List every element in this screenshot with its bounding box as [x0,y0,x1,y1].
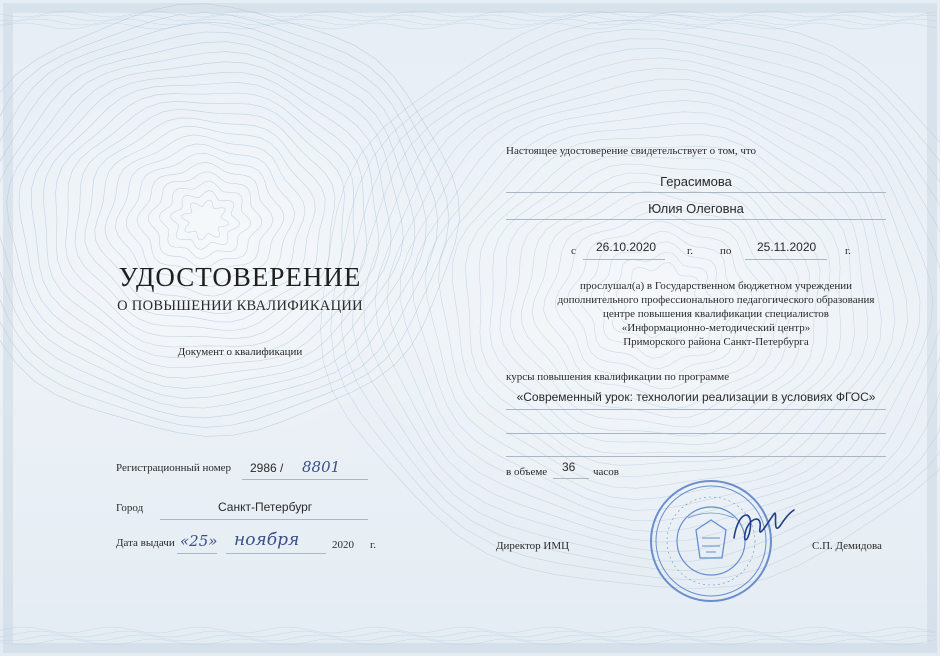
program-underline-1 [506,409,886,410]
registration-number-handwritten: 8801 [302,458,341,476]
program-title: «Современный урок: технологии реализации в условиях ФГОС» [516,390,876,404]
city-label: Город [116,502,144,514]
director-signature [728,500,798,550]
program-label: курсы повышения квалификации по программе [506,371,730,383]
date-to: 25.11.2020 [757,240,817,254]
director-name: С.П. Демидова [812,540,882,552]
institution-line-3: центре повышения квалификации специалистов [603,308,829,320]
certificate-title: УДОСТОВЕРЕНИЕ [118,262,362,292]
registration-number-value: 2986 / [250,461,284,475]
date-from-prefix: с [571,245,576,257]
issue-date-year: 2020 [332,539,354,551]
date-month-underline [226,553,326,554]
institution-line-1: прослушал(а) в Государственном бюджетном учреждении [579,280,853,292]
issue-date-day: «25» [180,532,218,550]
date-from: 26.10.2020 [596,240,657,254]
date-to-year-mark: г. [845,245,852,257]
intro-text: Настоящее удостоверение свидетельствует о том, что [506,145,757,157]
institution-line-2: дополнительного профессионального педагогического образования [557,294,875,306]
institution-line-5: Приморского района Санкт-Петербурга [623,336,809,348]
date-to-prefix: по [720,245,732,257]
volume-prefix: в объеме [506,466,548,478]
registration-underline [242,479,368,480]
city-value: Санкт-Петербург [218,500,313,514]
name-underline [506,219,886,220]
program-underline-2 [506,433,886,434]
recipient-surname: Герасимова [660,174,732,189]
volume-underline [553,478,589,479]
date-to-underline [745,259,827,260]
city-underline [160,519,368,520]
program-underline-3 [506,456,886,457]
issue-date-label: Дата выдачи [116,537,175,549]
recipient-name: Юлия Олеговна [648,201,744,216]
issue-date-month: ноября [234,530,300,550]
certificate-subtitle: О ПОВЫШЕНИИ КВАЛИФИКАЦИИ [117,298,363,314]
date-from-underline [583,259,665,260]
date-from-year-mark: г. [687,245,694,257]
registration-number-label: Регистрационный номер [116,462,232,474]
issue-date-year-suffix: г. [370,539,377,551]
document-type-label: Документ о квалификации [177,346,303,358]
director-label: Директор ИМЦ [496,540,570,552]
institution-line-4: «Информационно-методический центр» [621,322,811,334]
volume-unit: часов [593,466,619,478]
volume-value: 36 [562,460,576,474]
date-day-underline [177,553,217,554]
surname-underline [506,192,886,193]
